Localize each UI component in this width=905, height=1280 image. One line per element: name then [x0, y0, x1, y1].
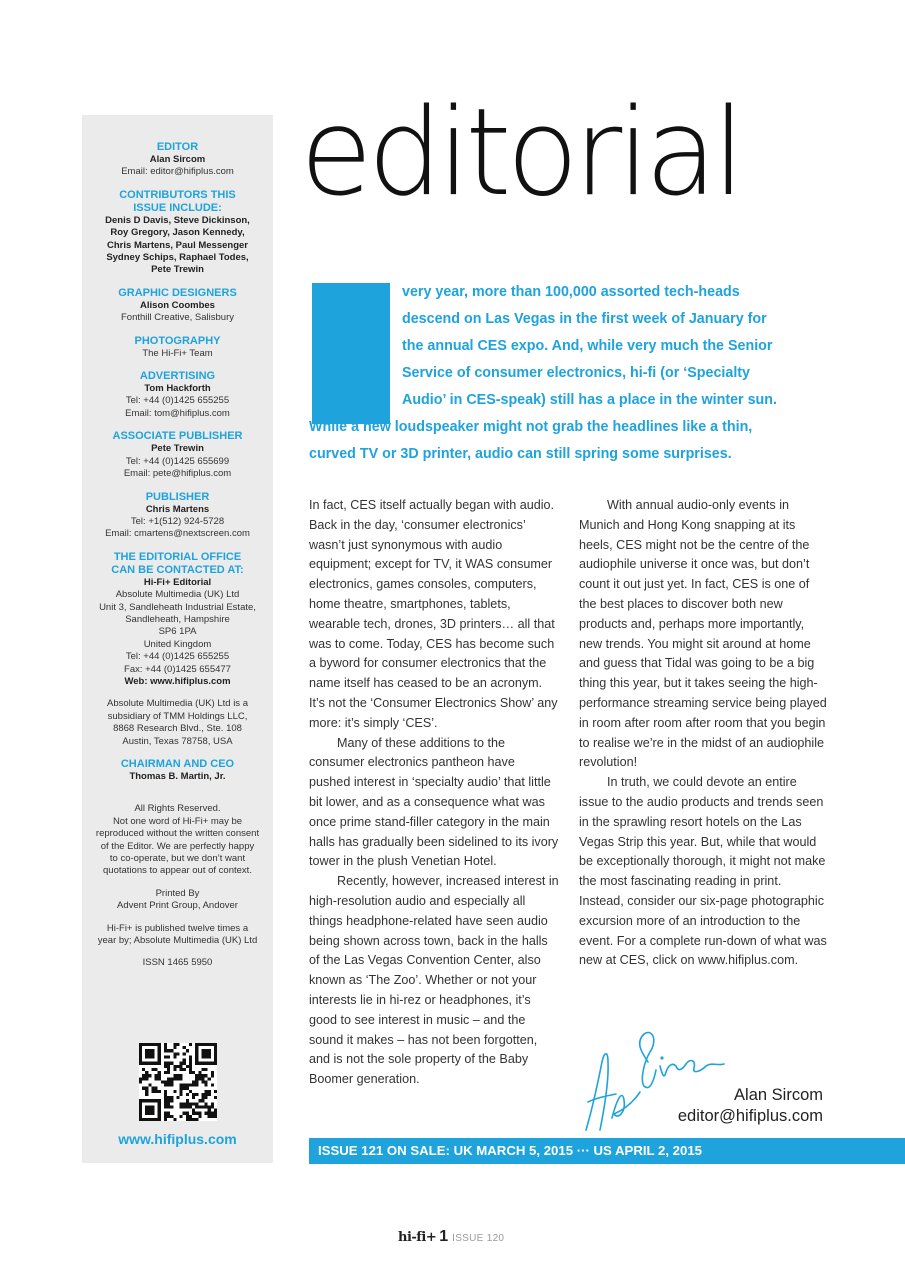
issn-number: ISSN 1465 5950: [142, 957, 213, 969]
contributor-line: Chris Martens, Paul Messenger: [107, 239, 248, 251]
website-link[interactable]: www.hifiplus.com: [118, 1131, 237, 1147]
page-footer: [398, 1228, 504, 1248]
subsidiary-line: Absolute Multimedia (UK) Ltd is a: [107, 698, 248, 710]
associate-publisher-tel: Tel: +44 (0)1425 655699: [125, 455, 230, 467]
subsidiary-line: Austin, Texas 78758, USA: [122, 735, 233, 747]
body-paragraph: Many of these additions to the consumer electronics pantheon have pushed interest in ‘specialty audio’ that little bit lower, and as a consequence what was once prime stand-filler category in the main halls has gradually been sidelined to its ivory tower in the plush Venetian Hotel.: [309, 735, 559, 869]
office-address-line: Sandleheath, Hampshire: [125, 613, 230, 625]
chairman-name: Thomas B. Martin, Jr.: [129, 771, 226, 782]
associate-publisher-name: Pete Trewin: [151, 443, 204, 455]
office-address-line: Unit 3, Sandleheath Industrial Estate,: [99, 601, 256, 613]
issue-number: ISSUE 120: [452, 1233, 505, 1244]
office-address-line: SP6 1PA: [158, 626, 197, 638]
printer-info: [82, 888, 273, 913]
office-web: Web: www.hifiplus.com: [124, 675, 231, 687]
rights-line: reproduced without the written consent: [95, 828, 260, 840]
intro-line: curved TV or 3D printer, audio can still spring some surprises.: [309, 446, 732, 462]
office-fax: Fax: +44 (0)1425 655477: [124, 663, 231, 675]
editorial-office-name: Hi-Fi+ Editorial: [143, 576, 212, 588]
editorial-office-heading: THE EDITORIAL OFFICE: [113, 550, 242, 563]
magazine-logo: hi-fi+: [398, 1230, 437, 1245]
publisher-email: Email: cmartens@nextscreen.com: [105, 528, 250, 540]
advertising-name: Tom Hackforth: [144, 383, 211, 395]
intro-line: Service of consumer electronics, hi-fi (or ‘Specialty: [402, 365, 751, 381]
publisher-name: Chris Martens: [145, 503, 210, 515]
advertising-section: [82, 370, 273, 420]
advertising-heading: ADVERTISING: [139, 370, 216, 383]
drop-cap-block: [312, 283, 390, 424]
rights-line: Not one word of Hi-Fi+ may be: [112, 815, 243, 827]
subsidiary-line: subsidiary of TMM Holdings LLC,: [107, 710, 248, 722]
masthead-sidebar: [82, 115, 273, 1163]
next-issue-banner: ISSUE 121 ON SALE: UK MARCH 5, 2015 ··· US APRIL 2, 2015: [309, 1138, 905, 1164]
intro-line: descend on Las Vegas in the first week of January for: [402, 311, 767, 327]
graphic-designer-company: Fonthill Creative, Salisbury: [121, 312, 234, 324]
intro-line: While a new loudspeaker might not grab the headlines like a thin,: [309, 419, 753, 435]
issn-section: [82, 957, 273, 969]
intro-line: very year, more than 100,000 assorted tech-heads: [402, 284, 740, 300]
rights-line: quotations to appear out of context.: [103, 865, 252, 877]
publisher-section: [82, 491, 273, 541]
body-paragraph: In truth, we could devote an entire issue to the audio products and trends seen in the sprawling resort hotels on the Las Vegas Strip this year. But, while that would be exceptionally thorough, it might not make the most fascinating reading in print. Instead, consider our six-page photographic excursion more of an introduction to the event. For a complete run-down of what was new at CES, click on www.hifiplus.com.: [579, 775, 827, 968]
qr-code-icon[interactable]: [139, 1043, 217, 1121]
printed-by-label: Printed By: [155, 887, 200, 899]
rights-line: All Rights Reserved.: [134, 803, 221, 815]
office-address-line: United Kingdom: [143, 638, 212, 650]
editor-section: [82, 141, 273, 179]
contributors-section: [82, 189, 273, 277]
advertising-email: Email: tom@hifiplus.com: [125, 407, 230, 419]
page-title: editorial: [300, 81, 741, 223]
body-paragraph: With annual audio-only events in Munich and Hong Kong snapping at its heels, CES might not be the centre of the audiophile universe it once was, but don’t count it out just yet. In fact, CES is one of the best places to discover both new products and, perhaps more importantly, new trends. You might sit around at home and guess that Tidal was going to be a big thing this year, but it takes seeing the high-performance streaming service being played in room after room after room that you begin to realise we’re in the midst of an audiophile revolution!: [579, 498, 827, 770]
intro-line: Audio’ in CES-speak) still has a place in the winter sun.: [402, 392, 777, 408]
contributor-line: Denis D Davis, Steve Dickinson,: [105, 214, 250, 226]
rights-line: of the Editor. We are perfectly happy: [100, 840, 255, 852]
editorial-office-heading-2: CAN BE CONTACTED AT:: [111, 563, 244, 576]
publication-frequency: [82, 923, 273, 948]
signature-email[interactable]: editor@hifiplus.com: [677, 1107, 823, 1125]
contributors-heading-2: ISSUE INCLUDE:: [133, 201, 222, 214]
associate-publisher-email: Email: pete@hifiplus.com: [123, 468, 232, 480]
graphic-designers-section: [82, 287, 273, 325]
editor-name: Alan Sircom: [149, 154, 206, 165]
body-paragraph: In fact, CES itself actually began with audio. Back in the day, ‘consumer electronics’ wasn’t just synonymous with audio equipment; except for TV, it WAS consumer electronics, games consoles, computers, home theatre, smartphones, tablets, wearable tech, drones, 3D printers… all that was to come. Today, CES has become such a byword for consumer electronics that the name itself has ceased to be an acronym. It’s not the ‘Consumer Electronics Show’ any more: it’s simply ‘CES’.: [309, 498, 558, 730]
office-tel: Tel: +44 (0)1425 655255: [125, 651, 230, 663]
photography-section: [82, 335, 273, 360]
body-paragraph: Recently, however, increased interest in high-resolution audio and especially all things headphone-related have seen audio being shown across town, back in the halls of the Las Vegas Convention Center, also known as ‘The Zoo’. Whether or not your interests lie in hi-rez or headphones, it’s good to see interest in music – and the sound it makes – has not been forgotten, and is not the sole property of the Baby Boomer generation.: [309, 874, 559, 1087]
published-line: year by; Absolute Multimedia (UK) Ltd: [97, 935, 258, 947]
signature-name: Alan Sircom: [734, 1086, 823, 1104]
rights-line: to co-operate, but we don’t want: [109, 853, 246, 865]
contributor-line: Sydney Schips, Raphael Todes,: [106, 252, 249, 264]
publisher-heading: PUBLISHER: [145, 490, 210, 503]
graphic-designer-name: Alison Coombes: [140, 299, 215, 311]
rights-notice: [82, 803, 273, 877]
chairman-heading: CHAIRMAN AND CEO: [120, 758, 235, 770]
editor-heading: EDITOR: [156, 141, 199, 153]
printer-name: Advent Print Group, Andover: [117, 900, 238, 912]
subsidiary-line: 8868 Research Blvd., Ste. 108: [113, 723, 242, 735]
subsidiary-note: [82, 698, 273, 748]
body-column-1: [309, 496, 559, 1090]
page-number: 1: [439, 1228, 449, 1245]
contributor-line: Pete Trewin: [151, 264, 204, 276]
advertising-tel: Tel: +44 (0)1425 655255: [125, 395, 230, 407]
photography-heading: PHOTOGRAPHY: [134, 334, 221, 347]
editor-email: Email: editor@hifiplus.com: [121, 166, 234, 178]
body-column-2: [579, 496, 829, 971]
publisher-tel: Tel: +1(512) 924-5728: [130, 515, 225, 527]
office-address-line: Absolute Multimedia (UK) Ltd: [115, 589, 240, 601]
contributor-line: Roy Gregory, Jason Kennedy,: [110, 227, 245, 239]
associate-publisher-section: [82, 430, 273, 480]
chairman-section: [82, 758, 273, 783]
contributors-heading: CONTRIBUTORS THIS: [119, 188, 236, 201]
editorial-office-section: [82, 551, 273, 689]
associate-publisher-heading: ASSOCIATE PUBLISHER: [112, 430, 243, 443]
published-line: Hi-Fi+ is published twelve times a: [106, 922, 249, 934]
intro-line: the annual CES expo. And, while very much the Senior: [402, 338, 773, 354]
photography-credit: The Hi-Fi+ Team: [142, 347, 213, 359]
graphic-designers-heading: GRAPHIC DESIGNERS: [118, 286, 237, 299]
